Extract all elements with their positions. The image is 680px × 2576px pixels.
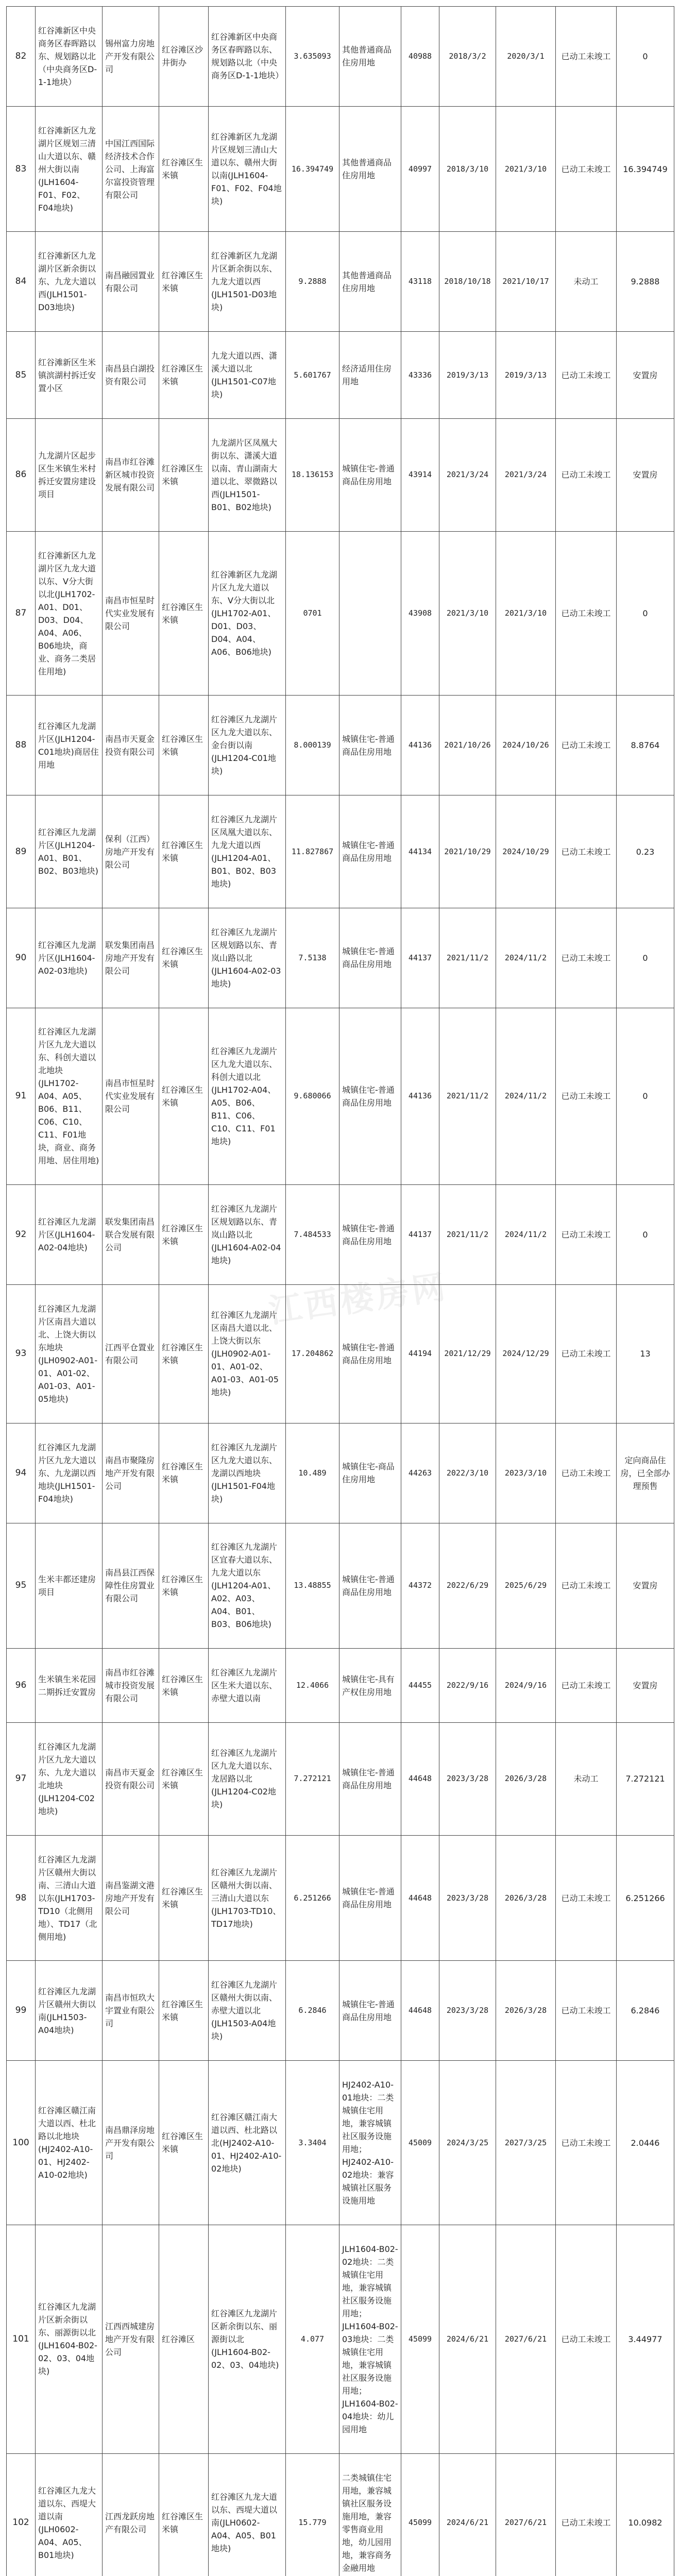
start-date-cell: 2024/11/2 [496, 908, 556, 1008]
parcel-location-cell: 红谷滩区赣江南大道以西、杜北路以北(HJ2402-A10-01、HJ2402-A10-02地块) [209, 2061, 286, 2225]
district-cell: 红谷滩区生米镇 [159, 1285, 209, 1423]
land-use-cell: 其他普通商品住房用地 [339, 232, 401, 332]
sign-date-cell: 2018/10/18 [439, 232, 496, 332]
district-cell: 红谷滩区生米镇 [159, 2453, 209, 2576]
parcel-location-cell: 红谷滩区九龙湖片区九龙大道以东、龙湖以西地块(JLH1501-F04地块) [209, 1423, 286, 1523]
remark-cell: 3.44977 [617, 2225, 674, 2453]
remark-cell: 0 [617, 1185, 674, 1285]
contract-number-cell: 44136 [401, 696, 439, 795]
table-row [7, 696, 674, 795]
progress-status-cell: 已动工未竣工 [556, 332, 617, 419]
parcel-location-cell: 红谷滩区九龙湖片区赣州大街以南、赤壁大道以北(JLH1503-A04地块) [209, 1961, 286, 2061]
district-cell: 红谷滩区生米镇 [159, 1835, 209, 1961]
area-cell: 3.635093 [286, 7, 339, 107]
project-location-cell: 红谷滩新区九龙湖片区九龙大道以东、V分大街以北(JLH1702-A01、D01、D03、D04、A04、A06、B06地块，商业、商务二类居住用地) [36, 531, 103, 696]
start-date-cell: 2021/3/10 [496, 106, 556, 232]
remark-cell: 安置房 [617, 418, 674, 531]
land-supply-table-sheet [6, 6, 674, 2576]
parcel-location-cell: 红谷滩区九龙湖片区规划路以东、青岚山路以北(JLH1604-A02-03地块) [209, 908, 286, 1008]
remark-cell: 6.2846 [617, 1961, 674, 2061]
land-use-cell [339, 531, 401, 696]
progress-status-cell: 已动工未竣工 [556, 1423, 617, 1523]
area-cell: 6.2846 [286, 1961, 339, 2061]
land-supply-table [6, 6, 674, 2576]
row-number: 86 [7, 418, 36, 531]
parcel-location-cell: 红谷滩区九龙湖片区凤凰大道以东、九龙大道以西(JLH1204-A01、B01、B02、B03地块) [209, 795, 286, 908]
progress-status-cell: 已动工未竣工 [556, 1961, 617, 2061]
project-location-cell: 红谷滩区九龙湖片区新余街以东、丽源街以北(JLH1604-B02-02、03、04地块) [36, 2225, 103, 2453]
land-owner-cell: 联发集团南昌房地产开发有限公司 [103, 908, 159, 1008]
land-use-cell: 城镇住宅-普通商品住房用地 [339, 1008, 401, 1185]
progress-status-cell: 已动工未竣工 [556, 1835, 617, 1961]
contract-number-cell: 45099 [401, 2225, 439, 2453]
remark-cell: 0 [617, 531, 674, 696]
table-row [7, 232, 674, 332]
land-owner-cell: 南昌市聚隆房地产开发有限公司 [103, 1423, 159, 1523]
land-use-cell: 城镇住宅-普通商品住房用地 [339, 1285, 401, 1423]
row-number: 85 [7, 332, 36, 419]
row-number: 83 [7, 106, 36, 232]
sign-date-cell: 2018/3/10 [439, 106, 496, 232]
parcel-location-cell: 红谷滩区九龙湖片区赣州大街以南、三清山大道以东(JLH1703-TD10、TD17地块) [209, 1835, 286, 1961]
land-use-cell: 城镇住宅-普通商品住房用地 [339, 1835, 401, 1961]
row-number: 100 [7, 2061, 36, 2225]
area-cell: 12.4066 [286, 1649, 339, 1723]
row-number: 96 [7, 1649, 36, 1723]
contract-number-cell: 43336 [401, 332, 439, 419]
area-cell: 18.136153 [286, 418, 339, 531]
project-location-cell: 红谷滩区赣江南大道以西、杜北路以北地块(HJ2402-A10-01、HJ2402-A10-02地块) [36, 2061, 103, 2225]
parcel-location-cell: 九龙湖片区凤凰大街以东、潇溪大道以南、青山湖南大道以北、翠微路以西(JLH1501-B01、B02地块) [209, 418, 286, 531]
start-date-cell: 2024/11/2 [496, 1185, 556, 1285]
land-owner-cell: 南昌鼎泽房地产开发有限公司 [103, 2061, 159, 2225]
district-cell: 红谷滩区生米镇 [159, 1008, 209, 1185]
parcel-location-cell: 红谷滩区九龙湖片区规划路以东、青岚山路以北(JLH1604-A02-04地块) [209, 1185, 286, 1285]
contract-number-cell: 43908 [401, 531, 439, 696]
progress-status-cell: 已动工未竣工 [556, 531, 617, 696]
sign-date-cell: 2021/3/24 [439, 418, 496, 531]
progress-status-cell: 已动工未竣工 [556, 2453, 617, 2576]
contract-number-cell: 44137 [401, 1185, 439, 1285]
start-date-cell: 2021/10/17 [496, 232, 556, 332]
progress-status-cell: 已动工未竣工 [556, 1285, 617, 1423]
start-date-cell: 2027/3/25 [496, 2061, 556, 2225]
area-cell: 9.2888 [286, 232, 339, 332]
contract-number-cell: 45099 [401, 2453, 439, 2576]
land-owner-cell: 江西龙跃房地产有限公司 [103, 2453, 159, 2576]
start-date-cell: 2021/3/24 [496, 418, 556, 531]
sign-date-cell: 2022/6/29 [439, 1523, 496, 1649]
land-owner-cell: 南昌县江西保障性住房置业有限公司 [103, 1523, 159, 1649]
area-cell: 13.48855 [286, 1523, 339, 1649]
table-row [7, 1723, 674, 1836]
project-location-cell: 红谷滩新区生米镇滨湖村拆迁安置小区 [36, 332, 103, 419]
remark-cell: 0 [617, 7, 674, 107]
contract-number-cell: 44648 [401, 1723, 439, 1836]
land-use-cell: JLH1604-B02-02地块：二类城镇住宅用地，兼容城镇社区服务设施用地；JLH1604-B02-03地块：二类城镇住宅用地，兼容城镇社区服务设施用地；JLH1604-B02-04地块：幼儿园用地 [339, 2225, 401, 2453]
start-date-cell: 2021/3/10 [496, 531, 556, 696]
contract-number-cell: 44194 [401, 1285, 439, 1423]
sign-date-cell: 2021/11/2 [439, 1185, 496, 1285]
parcel-location-cell: 红谷滩区九龙湖片区宜春大道以东、九龙大道以东(JLH1204-A01、A02、A03、A04、B01、B03、B06地块) [209, 1523, 286, 1649]
parcel-location-cell: 红谷滩区九龙湖片区新余街以东、丽源街以北(JLH1604-B02-02、03、04地块) [209, 2225, 286, 2453]
land-use-cell: 城镇住宅-普通商品住房用地 [339, 1523, 401, 1649]
land-use-cell: 其他普通商品住房用地 [339, 7, 401, 107]
progress-status-cell: 已动工未竣工 [556, 908, 617, 1008]
sign-date-cell: 2021/10/29 [439, 795, 496, 908]
progress-status-cell: 已动工未竣工 [556, 1008, 617, 1185]
row-number: 102 [7, 2453, 36, 2576]
sign-date-cell: 2023/3/28 [439, 1835, 496, 1961]
remark-cell: 10.0982 [617, 2453, 674, 2576]
project-location-cell: 红谷滩区九龙湖片区(JLH1204-A01、B01、B02、B03地块) [36, 795, 103, 908]
start-date-cell: 2019/3/13 [496, 332, 556, 419]
project-location-cell: 红谷滩区九龙湖片区(JLH1604-A02-04地块) [36, 1185, 103, 1285]
start-date-cell: 2025/6/29 [496, 1523, 556, 1649]
sign-date-cell: 2024/6/21 [439, 2453, 496, 2576]
land-use-cell: 城镇住宅-普通商品住房用地 [339, 1723, 401, 1836]
remark-cell: 安置房 [617, 332, 674, 419]
start-date-cell: 2027/6/21 [496, 2225, 556, 2453]
land-owner-cell: 南昌鉴湖文港房地产开发有限公司 [103, 1835, 159, 1961]
parcel-location-cell: 红谷滩新区九龙湖片区九龙大道以东、V分大街以北(JLH1702-A01、D01、D03、D04、A04、A06、B06地块) [209, 531, 286, 696]
progress-status-cell: 已动工未竣工 [556, 696, 617, 795]
land-use-cell: 城镇住宅-普通商品住房用地 [339, 418, 401, 531]
area-cell: 16.394749 [286, 106, 339, 232]
district-cell: 红谷滩区生米镇 [159, 1961, 209, 2061]
project-location-cell: 红谷滩区九龙大道以东、西堤大道以南(JLH0602-A04、A05、B01地块) [36, 2453, 103, 2576]
district-cell: 红谷滩区生米镇 [159, 1423, 209, 1523]
table-row [7, 1285, 674, 1423]
district-cell: 红谷滩区生米镇 [159, 2061, 209, 2225]
contract-number-cell: 44263 [401, 1423, 439, 1523]
table-row [7, 1835, 674, 1961]
table-row [7, 332, 674, 419]
sign-date-cell: 2021/11/2 [439, 1008, 496, 1185]
remark-cell: 13 [617, 1285, 674, 1423]
progress-status-cell: 已动工未竣工 [556, 7, 617, 107]
area-cell: 0701 [286, 531, 339, 696]
table-row [7, 418, 674, 531]
table-row [7, 908, 674, 1008]
district-cell: 红谷滩区 [159, 2225, 209, 2453]
remark-cell: 安置房 [617, 1523, 674, 1649]
area-cell: 5.601767 [286, 332, 339, 419]
sign-date-cell: 2024/3/25 [439, 2061, 496, 2225]
land-owner-cell: 南昌市恒星时代实业发展有限公司 [103, 1008, 159, 1185]
land-use-cell: 城镇住宅-普通商品住房用地 [339, 908, 401, 1008]
parcel-location-cell: 红谷滩区九龙大道以东、西堤大道以南(JLH0602-A04、A05、B01地块) [209, 2453, 286, 2576]
sign-date-cell: 2021/10/26 [439, 696, 496, 795]
land-use-cell: 城镇住宅-普通商品住房用地 [339, 1185, 401, 1285]
parcel-location-cell: 红谷滩区九龙湖片区南昌大道以北、上饶大街以东(JLH0902-A01-01、A01-02、A01-03、A01-05地块) [209, 1285, 286, 1423]
district-cell: 红谷滩区生米镇 [159, 1523, 209, 1649]
area-cell: 6.251266 [286, 1835, 339, 1961]
land-owner-cell: 南昌市红谷滩新区城市投资发展有限公司 [103, 418, 159, 531]
sign-date-cell: 2023/3/28 [439, 1961, 496, 2061]
progress-status-cell: 已动工未竣工 [556, 418, 617, 531]
table-row [7, 7, 674, 107]
project-location-cell: 红谷滩区九龙湖片区九龙大道以东、九龙大道以北地块(JLH1204-C02地块) [36, 1723, 103, 1836]
land-owner-cell: 锡州富力房地产开发有限公司 [103, 7, 159, 107]
land-owner-cell: 南昌市天夏金投资有限公司 [103, 696, 159, 795]
start-date-cell: 2023/3/10 [496, 1423, 556, 1523]
land-owner-cell: 联发集团南昌联合发展有限公司 [103, 1185, 159, 1285]
land-owner-cell: 江西平仓置业有限公司 [103, 1285, 159, 1423]
start-date-cell: 2024/10/29 [496, 795, 556, 908]
remark-cell: 0 [617, 1008, 674, 1185]
project-location-cell: 红谷滩区九龙湖片区赣州大街以南(JLH1503-A04地块) [36, 1961, 103, 2061]
row-number: 87 [7, 531, 36, 696]
start-date-cell: 2027/6/21 [496, 2453, 556, 2576]
project-location-cell: 红谷滩区九龙湖片区(JLH1204-C01地块)商居住用地 [36, 696, 103, 795]
remark-cell: 16.394749 [617, 106, 674, 232]
project-location-cell: 红谷滩新区九龙湖片区新余街以东、九龙大道以西(JLH1501-D03地块) [36, 232, 103, 332]
land-use-cell: 城镇住宅-普通商品住房用地 [339, 795, 401, 908]
start-date-cell: 2024/9/16 [496, 1649, 556, 1723]
progress-status-cell: 已动工未竣工 [556, 1185, 617, 1285]
table-row [7, 1185, 674, 1285]
table-row [7, 2061, 674, 2225]
project-location-cell: 红谷滩区九龙湖片区南昌大道以北、上饶大街以东地块(JLH0902-A01-01、A01-02、A01-03、A01-05地块) [36, 1285, 103, 1423]
district-cell: 红谷滩区生米镇 [159, 1649, 209, 1723]
district-cell: 红谷滩区生米镇 [159, 232, 209, 332]
area-cell: 3.3404 [286, 2061, 339, 2225]
progress-status-cell: 未动工 [556, 1723, 617, 1836]
sign-date-cell: 2022/9/16 [439, 1649, 496, 1723]
project-location-cell: 红谷滩区九龙湖片区九龙大道以东、九龙湖以西地块(JLH1501-F04地块) [36, 1423, 103, 1523]
contract-number-cell: 44134 [401, 795, 439, 908]
remark-cell: 7.272121 [617, 1723, 674, 1836]
table-row [7, 1961, 674, 2061]
sign-date-cell: 2018/3/2 [439, 7, 496, 107]
table-row [7, 106, 674, 232]
contract-number-cell: 40997 [401, 106, 439, 232]
project-location-cell: 九龙湖片区起步区生米镇生米村拆迁安置房建设项目 [36, 418, 103, 531]
land-use-cell: 城镇住宅-普通商品住房用地 [339, 696, 401, 795]
remark-cell: 8.8764 [617, 696, 674, 795]
parcel-location-cell: 红谷滩新区九龙湖片区新余街以东、九龙大道以西(JLH1501-D03地块) [209, 232, 286, 332]
sign-date-cell: 2024/6/21 [439, 2225, 496, 2453]
progress-status-cell: 已动工未竣工 [556, 1649, 617, 1723]
start-date-cell: 2026/3/28 [496, 1835, 556, 1961]
contract-number-cell: 44455 [401, 1649, 439, 1723]
area-cell: 17.204862 [286, 1285, 339, 1423]
project-location-cell: 生米镇生米花园二期拆迁安置房 [36, 1649, 103, 1723]
row-number: 95 [7, 1523, 36, 1649]
row-number: 91 [7, 1008, 36, 1185]
parcel-location-cell: 红谷滩区九龙湖片区九龙大道以东、科创大道以北(JLH1702-A04、A05、B06、B11、C06、C10、C11、F01地块) [209, 1008, 286, 1185]
sign-date-cell: 2019/3/13 [439, 332, 496, 419]
remark-cell: 2.0446 [617, 2061, 674, 2225]
row-number: 88 [7, 696, 36, 795]
table-row [7, 2453, 674, 2576]
district-cell: 红谷滩区生米镇 [159, 795, 209, 908]
district-cell: 红谷滩区生米镇 [159, 1723, 209, 1836]
land-owner-cell: 南昌市红谷滩城市投资发展有限公司 [103, 1649, 159, 1723]
remark-cell: 6.251266 [617, 1835, 674, 1961]
area-cell: 8.000139 [286, 696, 339, 795]
area-cell: 11.827867 [286, 795, 339, 908]
project-location-cell: 红谷滩区九龙湖片区(JLH1604-A02-03地块) [36, 908, 103, 1008]
remark-cell: 定向商品住房，已全部办理预售 [617, 1423, 674, 1523]
table-row [7, 795, 674, 908]
district-cell: 红谷滩区生米镇 [159, 332, 209, 419]
land-use-cell: 城镇住宅-具有产权住房用地 [339, 1649, 401, 1723]
row-number: 84 [7, 232, 36, 332]
start-date-cell: 2026/3/28 [496, 1961, 556, 2061]
contract-number-cell: 45009 [401, 2061, 439, 2225]
area-cell: 4.077 [286, 2225, 339, 2453]
sign-date-cell: 2021/3/10 [439, 531, 496, 696]
progress-status-cell: 已动工未竣工 [556, 106, 617, 232]
district-cell: 红谷滩区生米镇 [159, 106, 209, 232]
area-cell: 15.779 [286, 2453, 339, 2576]
district-cell: 红谷滩区生米镇 [159, 696, 209, 795]
project-location-cell: 红谷滩新区九龙湖片区规划三清山大道以东、赣州大街以南(JLH1604-F01、F02、F04地块) [36, 106, 103, 232]
table-row [7, 1649, 674, 1723]
start-date-cell: 2026/3/28 [496, 1723, 556, 1836]
progress-status-cell: 已动工未竣工 [556, 2061, 617, 2225]
row-number: 99 [7, 1961, 36, 2061]
contract-number-cell: 44137 [401, 908, 439, 1008]
parcel-location-cell: 红谷滩区九龙湖片区生米大道以东、赤壁大道以南 [209, 1649, 286, 1723]
parcel-location-cell: 九龙大道以西、潇溪大道以北(JLH1501-C07地块) [209, 332, 286, 419]
progress-status-cell: 已动工未竣工 [556, 795, 617, 908]
district-cell: 红谷滩区生米镇 [159, 531, 209, 696]
remark-cell: 0 [617, 908, 674, 1008]
project-location-cell: 红谷滩区九龙湖片区九龙大道以东、科创大道以北地块(JLH1702-A04、A05、B06、B11、C06、C10、C11、F01地块，商业、商务用地、居住用地) [36, 1008, 103, 1185]
progress-status-cell: 已动工未竣工 [556, 1523, 617, 1649]
land-use-cell: 城镇住宅-商品住房用地 [339, 1423, 401, 1523]
progress-status-cell: 已动工未竣工 [556, 2225, 617, 2453]
district-cell: 红谷滩区沙井街办 [159, 7, 209, 107]
contract-number-cell: 44372 [401, 1523, 439, 1649]
area-cell: 10.489 [286, 1423, 339, 1523]
land-owner-cell: 南昌市恒玖大宇置业有限公司 [103, 1961, 159, 2061]
start-date-cell: 2024/11/2 [496, 1008, 556, 1185]
land-owner-cell: 南昌融园置业有限公司 [103, 232, 159, 332]
table-row [7, 1423, 674, 1523]
row-number: 94 [7, 1423, 36, 1523]
parcel-location-cell: 红谷滩新区中央商务区春晖路以东、规划路以北（中央商务区D-1-1地块） [209, 7, 286, 107]
land-use-cell: 其他普通商品住房用地 [339, 106, 401, 232]
contract-number-cell: 44648 [401, 1835, 439, 1961]
watermark-text: 江西楼房网 [266, 1267, 451, 1331]
row-number: 97 [7, 1723, 36, 1836]
start-date-cell: 2020/3/1 [496, 7, 556, 107]
project-location-cell: 红谷滩新区中央商务区春晖路以东、规划路以北（中央商务区D-1-1地块） [36, 7, 103, 107]
start-date-cell: 2024/12/29 [496, 1285, 556, 1423]
land-owner-cell: 南昌市恒星时代实业发展有限公司 [103, 531, 159, 696]
land-owner-cell: 南昌县白湖投资有限公司 [103, 332, 159, 419]
start-date-cell: 2024/10/26 [496, 696, 556, 795]
sign-date-cell: 2021/12/29 [439, 1285, 496, 1423]
area-cell: 7.5138 [286, 908, 339, 1008]
sign-date-cell: 2023/3/28 [439, 1723, 496, 1836]
row-number: 82 [7, 7, 36, 107]
sign-date-cell: 2021/11/2 [439, 908, 496, 1008]
contract-number-cell: 44648 [401, 1961, 439, 2061]
district-cell: 红谷滩区生米镇 [159, 418, 209, 531]
parcel-location-cell: 红谷滩区九龙湖片区九龙大道以东、龙居路以北(JLH1204-C02地块) [209, 1723, 286, 1836]
table-row [7, 1008, 674, 1185]
row-number: 93 [7, 1285, 36, 1423]
remark-cell: 安置房 [617, 1649, 674, 1723]
district-cell: 红谷滩区生米镇 [159, 908, 209, 1008]
row-number: 101 [7, 2225, 36, 2453]
project-location-cell: 生米丰都还建房项目 [36, 1523, 103, 1649]
table-row [7, 1523, 674, 1649]
parcel-location-cell: 红谷滩区九龙湖片区九龙大道以东、金台街以南(JLH1204-C01地块) [209, 696, 286, 795]
table-row [7, 531, 674, 696]
contract-number-cell: 40988 [401, 7, 439, 107]
project-location-cell: 红谷滩区九龙湖片区赣州大街以南、三清山大道以东(JLH1703-TD10（北侧用地）、TD17（北侧用地) [36, 1835, 103, 1961]
remark-cell: 9.2888 [617, 232, 674, 332]
contract-number-cell: 44136 [401, 1008, 439, 1185]
row-number: 89 [7, 795, 36, 908]
parcel-location-cell: 红谷滩新区九龙湖片区规划三清山大道以东、赣州大街以南(JLH1604-F01、F02、F04地块) [209, 106, 286, 232]
district-cell: 红谷滩区生米镇 [159, 1185, 209, 1285]
sign-date-cell: 2022/3/10 [439, 1423, 496, 1523]
contract-number-cell: 43118 [401, 232, 439, 332]
row-number: 98 [7, 1835, 36, 1961]
land-use-cell: 二类城镇住宅用地，兼容城镇社区服务设施用地，兼容零售商业用地，幼儿园用地，兼容商务金融用地 [339, 2453, 401, 2576]
land-owner-cell: 江西西城建房地产开发有限公司 [103, 2225, 159, 2453]
contract-number-cell: 43914 [401, 418, 439, 531]
land-owner-cell: 保利（江西）房地产开发有限公司 [103, 795, 159, 908]
area-cell: 7.272121 [286, 1723, 339, 1836]
progress-status-cell: 未动工 [556, 232, 617, 332]
land-owner-cell: 中国江西国际经济技术合作公司、上海富尔富投资管理有限公司 [103, 106, 159, 232]
land-use-cell: HJ2402-A10-01地块：二类城镇住宅用地，兼容城镇社区服务设施用地；HJ2402-A10-02地块：兼容城镇社区服务设施用地 [339, 2061, 401, 2225]
land-owner-cell: 南昌市天夏金投资有限公司 [103, 1723, 159, 1836]
table-row [7, 2225, 674, 2453]
area-cell: 7.484533 [286, 1185, 339, 1285]
row-number: 92 [7, 1185, 36, 1285]
row-number: 90 [7, 908, 36, 1008]
area-cell: 9.680066 [286, 1008, 339, 1185]
land-use-cell: 城镇住宅-普通商品住房用地 [339, 1961, 401, 2061]
land-use-cell: 经济适用住房用地 [339, 332, 401, 419]
remark-cell: 0.23 [617, 795, 674, 908]
